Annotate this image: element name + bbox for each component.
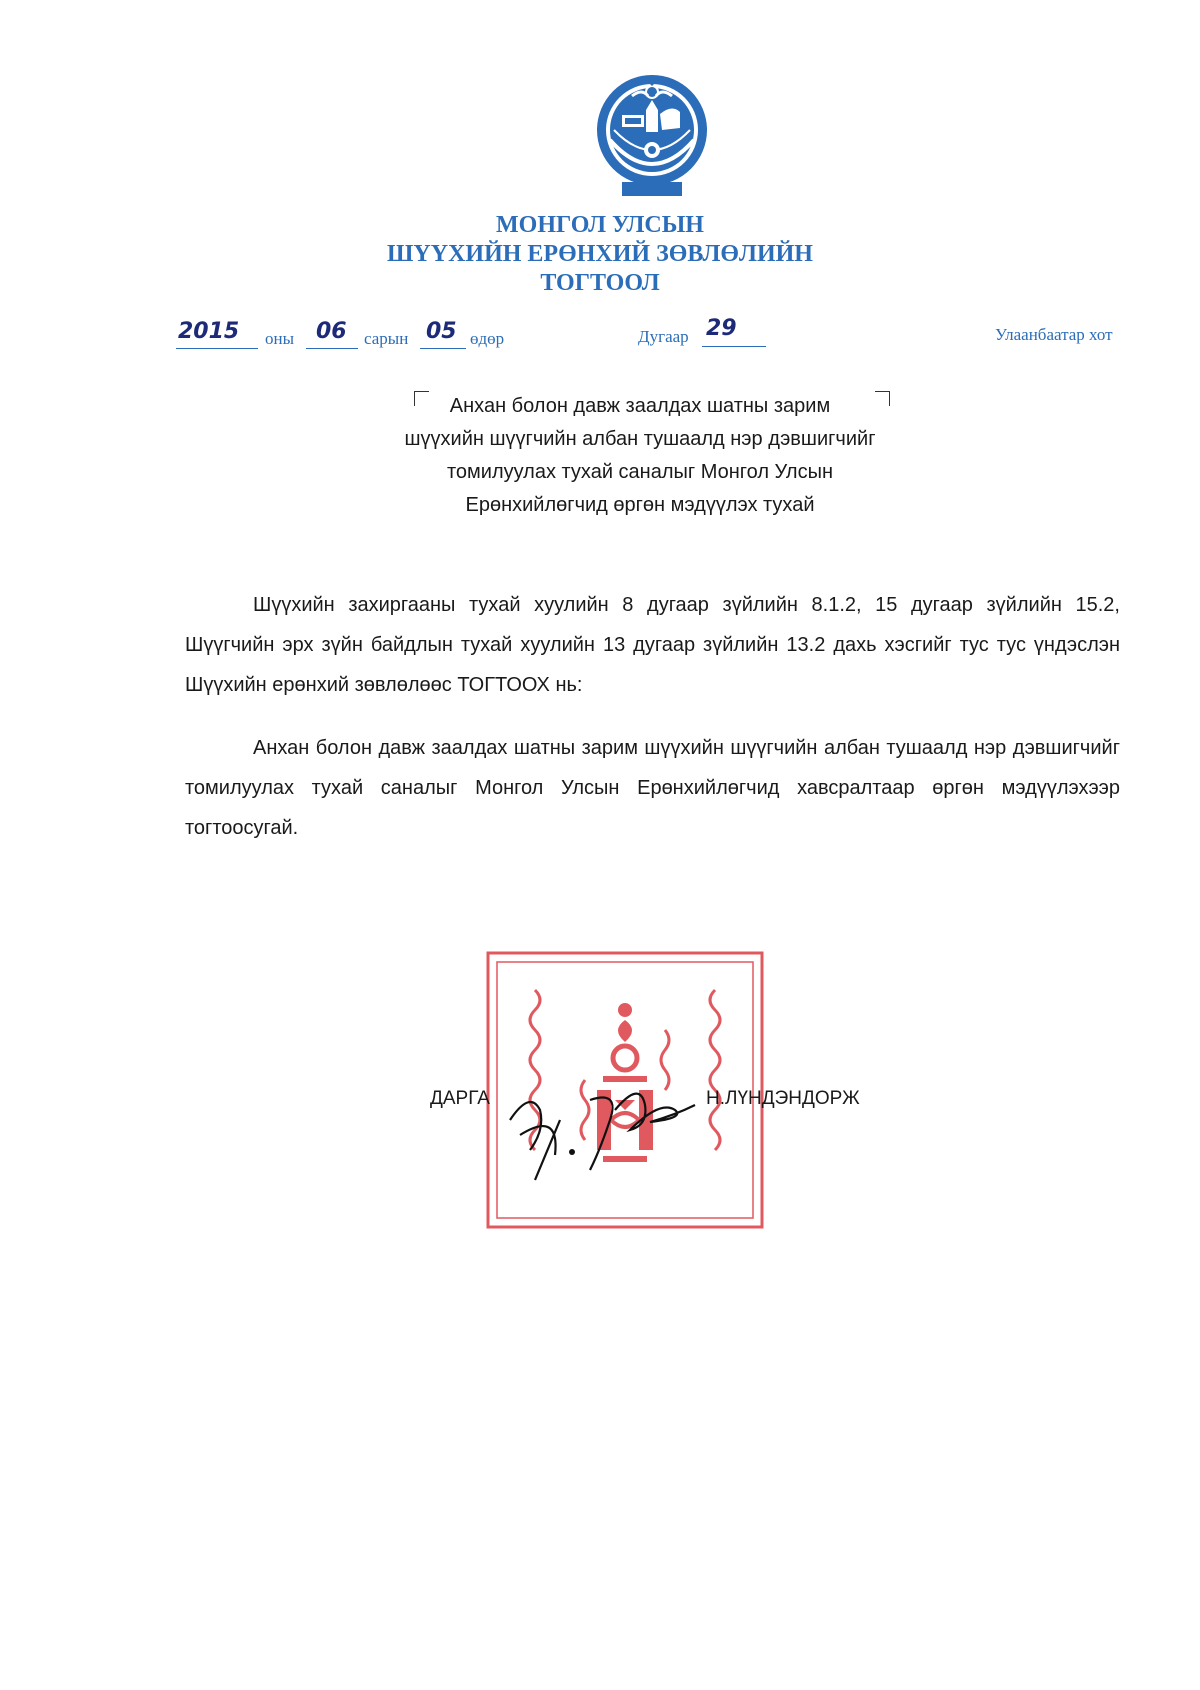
title-line-1: Анхан болон давж заалдах шатны зарим — [449, 395, 831, 417]
date-month: 06 — [316, 319, 347, 344]
number-label: Дугаар — [638, 327, 689, 346]
year-underline — [176, 348, 258, 349]
date-day: 05 — [426, 319, 457, 344]
number-underline — [702, 346, 766, 347]
state-emblem-icon — [592, 70, 712, 200]
title-line-3: томилуулах тухай саналыг Монгол Улсын — [446, 461, 834, 483]
signatory-name: Н.ЛҮНДЭНДОРЖ — [706, 1088, 860, 1109]
resolution-title — [340, 390, 940, 522]
issuer-line-1: МОНГОЛ УЛСЫН — [496, 212, 704, 238]
body-paragraph-1-text: Шүүхийн захиргааны тухай хуулийн 8 дугаар зүйлийн 8.1.2, 15 дугаар зүйлийн 15.2, Шүүгчийн эрх зүйн байдлын тухай хуулийн 13 дугаар зүйлийн 13.2 дахь хэсгийг тус тус үндэслэн Шүүхийн ерөнхий зөвлөлөөс ТОГТООХ нь: — [185, 594, 1120, 696]
location: Улаанбаатар хот — [995, 325, 1113, 344]
month-underline — [306, 348, 358, 349]
document-number: 29 — [706, 316, 737, 341]
body-paragraph-2-text: Анхан болон давж заалдах шатны зарим шүүхийн шүүгчийн албан тушаалд нэр дэвшигчийг томилуулах тухай саналыг Монгол Улсын Ерөнхийлөгчид хавсралтаар өргөн мэдүүлэхээр тогтоосугай. — [185, 737, 1120, 839]
month-suffix: сарын — [364, 329, 409, 348]
year-suffix: оны — [265, 329, 295, 348]
document-type-title: ТОГТООЛ — [540, 270, 660, 296]
title-line-4: Ерөнхийлөгчид өргөн мэдүүлэх тухай — [465, 494, 815, 516]
handwritten-signature — [500, 1060, 700, 1190]
day-suffix: өдөр — [470, 329, 505, 348]
date-year: 2015 — [178, 319, 240, 344]
body-paragraph-1 — [185, 585, 1120, 705]
issuer-line-2: ШҮҮХИЙН ЕРӨНХИЙ ЗӨВЛӨЛИЙН — [387, 241, 813, 267]
title-line-2: шүүхийн шүүгчийн албан тушаалд нэр дэвшигчийг — [404, 428, 876, 450]
body-paragraph-2 — [185, 728, 1120, 848]
signatory-title: ДАРГА — [430, 1088, 490, 1109]
day-underline — [420, 348, 466, 349]
